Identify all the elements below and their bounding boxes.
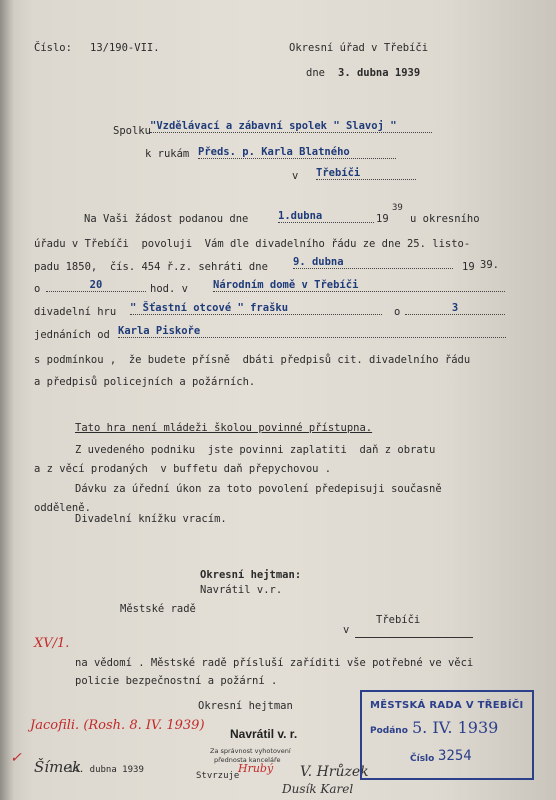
reference-number: 13/190-VII. <box>90 42 160 54</box>
stamp-cislo-label: Číslo <box>410 754 435 764</box>
body-line-3a: padu 1850, čís. 454 ř.z. sehráti dne <box>34 261 268 273</box>
copy-town-line <box>355 637 473 638</box>
date-prefix: dne <box>306 67 325 79</box>
notice-line-5: Divadelní knížku vracím. <box>75 513 227 525</box>
notice-line-4: odděleně. <box>34 502 91 514</box>
notice-line-3: Dávku za úřední úkon za toto povolení předepisuji současně <box>75 483 442 495</box>
body-line-1c: u okresního <box>410 213 480 225</box>
acts-count: 3 <box>405 302 505 315</box>
stamp-cislo-value: 3254 <box>438 748 472 764</box>
handwritten-signature-1: Šímek <box>34 758 82 776</box>
stamp-podano-date: 5. IV. 1939 <box>412 718 499 737</box>
body-line-6a: jednáních od <box>34 329 110 341</box>
play-author: Karla Piskoře <box>118 325 506 338</box>
body-line-1a: Na Vaši žádost podanou dne <box>84 213 249 225</box>
performance-year: 39. <box>480 259 499 271</box>
signature-name: Navrátil v.r. <box>200 584 283 596</box>
handwritten-date: 14. dubna 1939 <box>68 765 144 775</box>
stamp-header: MĚSTSKÁ RADA V TŘEBÍČI <box>370 700 524 711</box>
youth-restriction: Tato hra není mládeži školou povinné přístupna. <box>75 422 373 434</box>
correctness-line-1: Za správnost vyhotovení <box>210 747 291 755</box>
copy-town: Třebíči <box>376 614 421 626</box>
body-line-8: a předpisů policejních a požárních. <box>34 376 256 388</box>
red-check-mark: ✓ <box>10 750 22 766</box>
binding-edge <box>0 0 14 800</box>
v-label: v <box>292 170 299 182</box>
addressee-town: Třebíči <box>316 167 416 180</box>
body-line-1b: 19 <box>376 213 389 225</box>
spolku-label: Spolku <box>113 125 151 137</box>
signature-title: Okresní hejtman: <box>200 569 302 581</box>
correctness-line-2: přednosta kanceláře <box>214 756 281 764</box>
performance-date: 9. dubna <box>293 256 453 269</box>
margin-mark: XV/1. <box>34 636 70 651</box>
venue: Národním domě v Třebíči <box>213 279 505 292</box>
handwritten-note: Jacofili. (Rosh. 8. IV. 1939) <box>30 718 205 733</box>
recipient-name: Předs. p. Karla Blatného <box>198 146 396 159</box>
request-year: 39 <box>392 203 403 213</box>
body-line-7: s podmínkou , že budete přísně dbáti předpisů cit. divadelního řádu <box>34 354 471 366</box>
play-title: " Šťastní otcové " frašku <box>130 302 382 315</box>
copy-line-1: na vědomí . Městské radě přísluší zaříditi vše potřebné ve věci <box>75 657 474 669</box>
body-line-2: úřadu v Třebíči povoluji Vám dle divadelního řádu ze dne 25. listo- <box>34 238 471 250</box>
signature-label: Stvrzuje <box>196 771 240 781</box>
copy-line-2: policie bezpečnostní a požární . <box>75 675 278 687</box>
handwritten-signature-2: V. Hrůzek <box>300 764 369 780</box>
body-line-4b: hod. v <box>150 283 188 295</box>
notice-line-2: a z věcí prodaných v buffetu daň přepychovou . <box>34 463 332 475</box>
copy-v-label: v <box>343 624 350 636</box>
performance-hour: 20 <box>46 279 146 292</box>
handwritten-signature-3: Dusík Karel <box>282 782 354 796</box>
request-date: 1.dubna <box>278 210 374 223</box>
stamp-podano-label: Podáno <box>370 726 408 736</box>
office-name: Okresní úřad v Třebíči <box>289 42 429 54</box>
reference-number-label: Číslo: <box>34 42 72 54</box>
city-council-stamp <box>360 690 534 780</box>
association-name: "Vzdělávací a zábavní spolek " Slavoj " <box>150 120 432 133</box>
body-line-5a: divadelní hru <box>34 306 117 318</box>
document-date: 3. dubna 1939 <box>338 67 421 79</box>
red-pencil-mark: Hrubý <box>238 762 274 775</box>
notice-line-1: Z uvedeného podniku jste povinni zaplatiti daň z obratu <box>75 444 436 456</box>
copy-recipient: Městské radě <box>120 603 196 615</box>
body-line-3b: 19 <box>462 261 475 273</box>
copy-hejtman-name: Navrátil v. r. <box>230 727 298 741</box>
body-line-4a: o <box>34 283 41 295</box>
copy-hejtman-label: Okresní hejtman <box>198 700 293 712</box>
body-line-5b: o <box>394 306 401 318</box>
rukam-label: k rukám <box>145 148 190 160</box>
